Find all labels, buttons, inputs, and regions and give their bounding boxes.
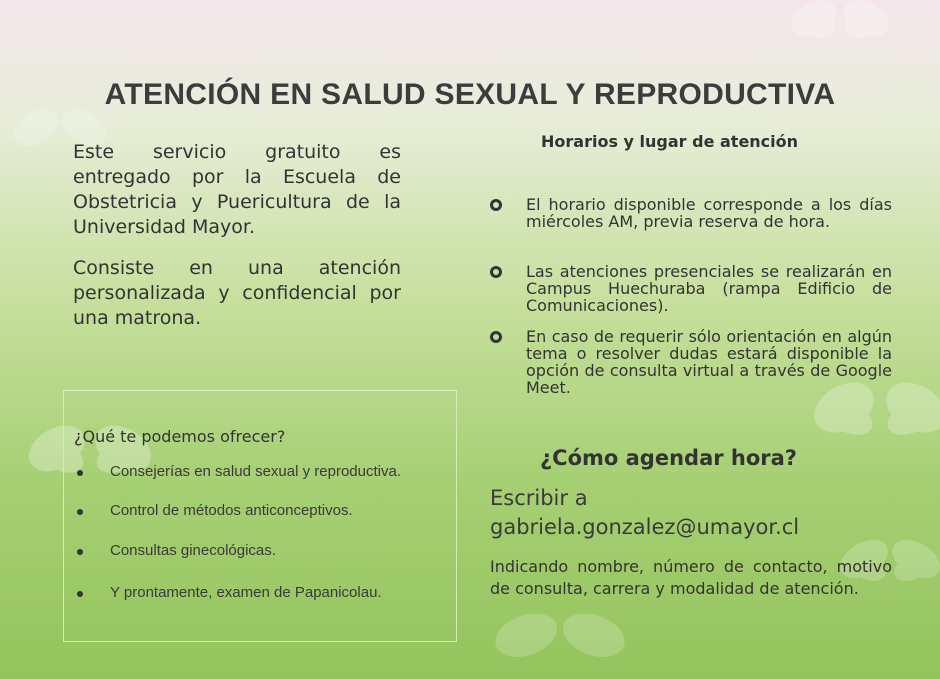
list-item — [64, 542, 454, 562]
bullet-icon — [77, 591, 83, 597]
bullet-icon — [77, 470, 83, 476]
schedule-item-text: Las atenciones presenciales se realizarán en Campus Huechuraba (rampa Edificio de Comunicaciones). — [526, 262, 892, 315]
offer-title: ¿Qué te podemos ofrecer? — [74, 427, 286, 446]
list-item — [64, 502, 454, 522]
list-item — [490, 328, 892, 396]
ring-bullet-icon — [490, 266, 502, 278]
list-item — [490, 263, 892, 314]
offer-item-label: Consultas ginecológicas. — [110, 542, 276, 559]
offer-item-label: Y prontamente, examen de Papanicolau. — [110, 584, 382, 601]
booking-instructions: Indicando nombre, número de contacto, motivo de consulta, carrera y modalidad de atención. — [490, 557, 892, 598]
offer-item-label: Control de métodos anticonceptivos. — [110, 502, 353, 519]
contact-email: gabriela.gonzalez@umayor.cl — [490, 515, 800, 539]
offer-item-label: Consejerías en salud sexual y reproductiva. — [110, 463, 401, 480]
bullet-icon — [77, 509, 83, 515]
ring-bullet-icon — [490, 199, 502, 211]
bullet-icon — [77, 549, 83, 555]
page-title: ATENCIÓN EN SALUD SEXUAL Y REPRODUCTIVA — [104, 78, 836, 112]
offer-box — [63, 390, 457, 642]
intro-paragraph-service: Este servicio gratuito es entregado por la Escuela de Obstetricia y Puericultura de la Universidad Mayor. — [73, 141, 401, 238]
booking-title: ¿Cómo agendar hora? — [540, 446, 797, 470]
ring-bullet-icon — [490, 331, 502, 343]
intro-paragraph-description: Consiste en una atención personalizada y confidencial por una matrona. — [73, 257, 401, 329]
list-item — [490, 196, 892, 230]
schedule-item-text: En caso de requerir sólo orientación en algún tema o resolver dudas estará disponible la opción de consulta virtual a través de Google Meet. — [526, 327, 892, 397]
schedule-title: Horarios y lugar de atención — [541, 132, 799, 151]
booking-write-label: Escribir a — [490, 486, 588, 510]
list-item — [64, 463, 454, 483]
list-item — [64, 584, 454, 604]
schedule-item-text: El horario disponible corresponde a los días miércoles AM, previa reserva de hora. — [526, 195, 892, 231]
